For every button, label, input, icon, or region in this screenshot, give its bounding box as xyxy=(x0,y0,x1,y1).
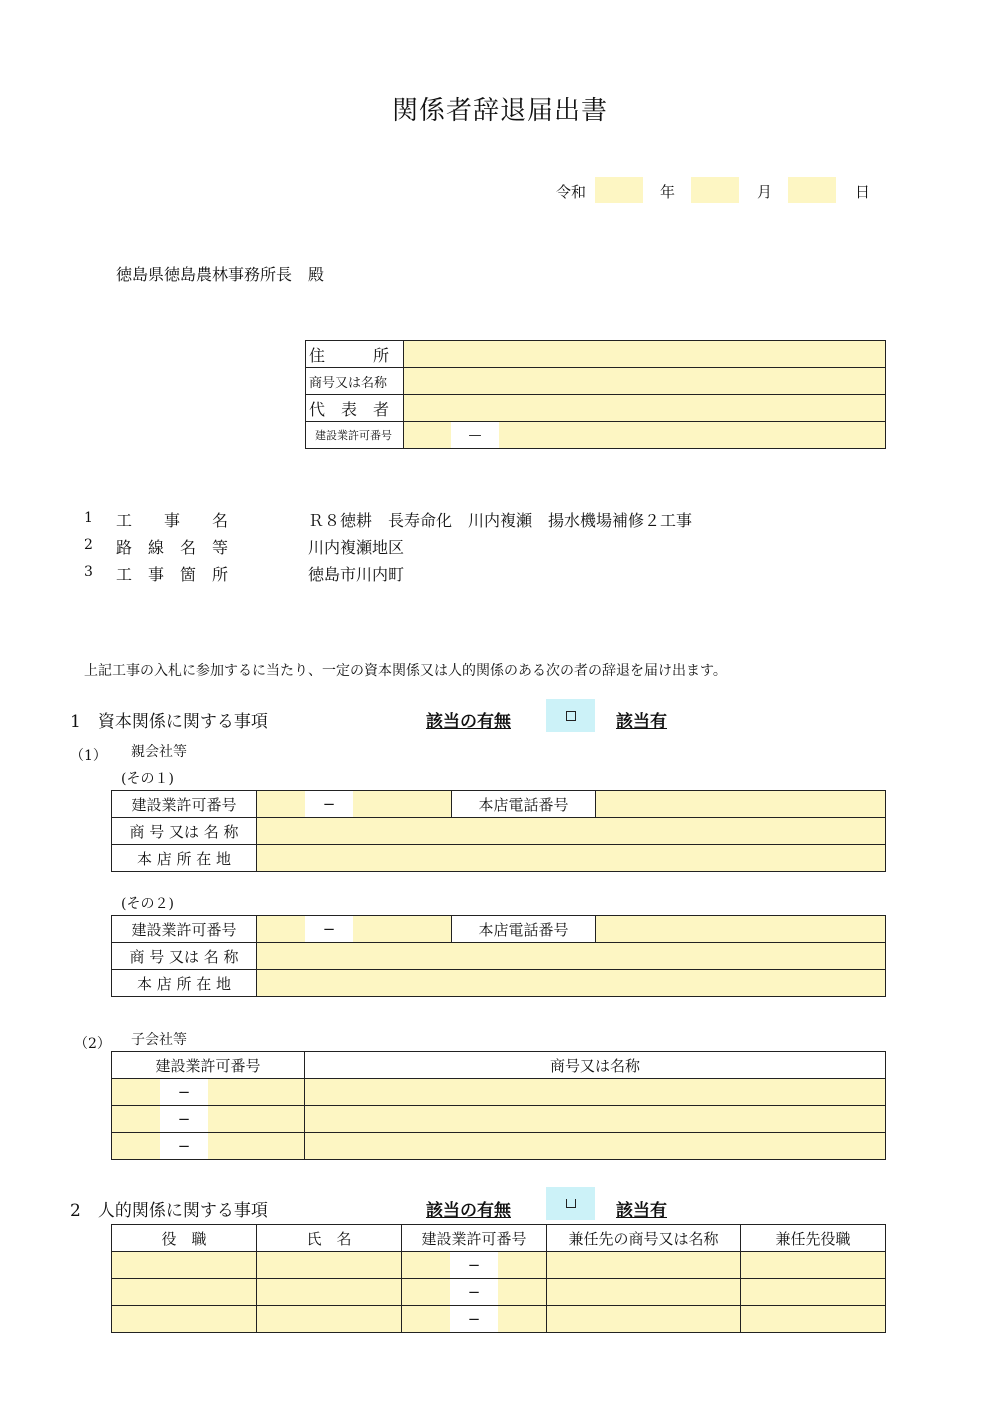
license-field[interactable] xyxy=(257,916,452,943)
license-number-field[interactable] xyxy=(498,1252,546,1278)
date-month-label: 月 xyxy=(757,183,773,201)
company-name-label: 商 号 又は 名 称 xyxy=(112,943,257,970)
phone-label: 本店電話番号 xyxy=(452,916,596,943)
date-year-label: 年 xyxy=(660,183,676,201)
project-num: 3 xyxy=(84,564,93,580)
date-day-field[interactable] xyxy=(788,177,836,203)
child-title: 子会社等 xyxy=(131,1032,187,1048)
page-title: 関係者辞退届出書 xyxy=(391,96,608,126)
date-era: 令和 xyxy=(556,183,587,201)
column-header-position: 役 職 xyxy=(112,1225,257,1252)
license-field[interactable] xyxy=(257,791,452,818)
name-label: 商号又は名称 xyxy=(306,368,404,395)
column-header-license: 建設業許可番号 xyxy=(402,1225,547,1252)
project-value: 徳島市川内町 xyxy=(308,565,405,584)
personnel-table xyxy=(111,1224,886,1333)
license-dash: − xyxy=(305,791,353,817)
project-label: 工 事 箇 所 xyxy=(116,565,229,584)
company-name-field[interactable] xyxy=(305,1133,886,1160)
section2-applicability-value: 該当有 xyxy=(616,1201,667,1221)
license-field[interactable] xyxy=(112,1133,305,1160)
position-field[interactable] xyxy=(112,1306,257,1333)
license-dash: − xyxy=(450,1252,498,1278)
representative-field[interactable] xyxy=(404,395,886,422)
parent-table-1 xyxy=(111,790,886,872)
parent-label: （1） xyxy=(70,748,107,764)
table-row xyxy=(112,1079,886,1106)
license-prefix-field[interactable] xyxy=(112,1133,160,1159)
license-prefix-field[interactable] xyxy=(404,422,451,448)
head-office-address-field[interactable] xyxy=(257,845,886,872)
license-dash: − xyxy=(305,916,353,942)
date-day-label: 日 xyxy=(855,183,871,201)
head-office-address-label: 本 店 所 在 地 xyxy=(112,845,257,872)
section1-heading: 1 資本関係に関する事項 xyxy=(70,712,268,732)
representative-label: 代 表 者 xyxy=(306,395,404,422)
checkbox-icon xyxy=(566,711,576,721)
person-name-field[interactable] xyxy=(257,1252,402,1279)
parent-table-2 xyxy=(111,915,886,997)
table-row xyxy=(112,1306,886,1333)
section2-heading: 2 人的関係に関する事項 xyxy=(70,1201,268,1221)
license-prefix-field[interactable] xyxy=(112,1106,160,1132)
license-prefix-field[interactable] xyxy=(112,1079,160,1105)
project-num: 2 xyxy=(84,537,93,553)
license-number-field[interactable] xyxy=(208,1106,304,1132)
license-field[interactable] xyxy=(112,1079,305,1106)
license-label: 建設業許可番号 xyxy=(306,422,404,449)
phone-field[interactable] xyxy=(596,791,886,818)
child-label: （2） xyxy=(74,1036,111,1052)
applicant-table xyxy=(305,340,886,449)
license-label: 建設業許可番号 xyxy=(112,791,257,818)
company-name-field[interactable] xyxy=(305,1106,886,1133)
table-row xyxy=(112,1252,886,1279)
concurrent-company-field[interactable] xyxy=(547,1252,741,1279)
project-value: 川内複瀬地区 xyxy=(308,538,405,557)
project-label: 路 線 名 等 xyxy=(116,538,229,557)
license-label: 建設業許可番号 xyxy=(112,916,257,943)
license-field[interactable] xyxy=(402,1252,547,1279)
parent-sub-2: (その２) xyxy=(121,896,174,912)
table-row xyxy=(112,1133,886,1160)
phone-label: 本店電話番号 xyxy=(452,791,596,818)
name-field[interactable] xyxy=(404,368,886,395)
head-office-address-field[interactable] xyxy=(257,970,886,997)
license-dash: − xyxy=(160,1079,208,1105)
section2-applicability-label: 該当の有無 xyxy=(426,1201,511,1221)
license-prefix-field[interactable] xyxy=(257,791,305,817)
parent-title: 親会社等 xyxy=(131,744,187,760)
section1-applicability-label: 該当の有無 xyxy=(426,712,511,732)
phone-field[interactable] xyxy=(596,916,886,943)
license-number-field[interactable] xyxy=(499,422,885,448)
column-header-name: 氏 名 xyxy=(257,1225,402,1252)
address-field[interactable] xyxy=(404,341,886,368)
license-field[interactable] xyxy=(404,422,886,449)
license-number-field[interactable] xyxy=(208,1133,304,1159)
statement: 上記工事の入札に参加するに当たり、一定の資本関係又は人的関係のある次の者の辞退を届け出ます。 xyxy=(84,663,727,679)
project-label: 工 事 名 xyxy=(116,511,229,530)
column-header-concurrent-position: 兼任先役職 xyxy=(741,1225,886,1252)
child-table xyxy=(111,1051,886,1160)
license-number-field[interactable] xyxy=(208,1079,304,1105)
license-prefix-field[interactable] xyxy=(402,1306,450,1332)
head-office-address-label: 本 店 所 在 地 xyxy=(112,970,257,997)
section1-applicability-checkbox[interactable] xyxy=(546,699,595,732)
project-value: Ｒ８徳耕 長寿命化 川内複瀬 揚水機場補修２工事 xyxy=(308,511,693,530)
column-header-license: 建設業許可番号 xyxy=(112,1052,305,1079)
license-dash: − xyxy=(450,1279,498,1305)
column-header-name: 商号又は名称 xyxy=(305,1052,886,1079)
addressee: 徳島県徳島農林事務所長 殿 xyxy=(116,265,325,284)
concurrent-position-field[interactable] xyxy=(741,1306,886,1333)
license-field[interactable] xyxy=(402,1306,547,1333)
license-dash: − xyxy=(160,1106,208,1132)
license-dash: — xyxy=(451,422,499,448)
license-dash: − xyxy=(450,1306,498,1332)
section2-applicability-checkbox[interactable] xyxy=(546,1187,595,1220)
date-year-field[interactable] xyxy=(595,177,643,203)
license-number-field[interactable] xyxy=(498,1306,546,1332)
license-prefix-field[interactable] xyxy=(402,1252,450,1278)
license-dash: − xyxy=(160,1133,208,1159)
address-label: 住 所 xyxy=(306,341,404,368)
concurrent-company-field[interactable] xyxy=(547,1279,741,1306)
license-field[interactable] xyxy=(402,1279,547,1306)
concurrent-position-field[interactable] xyxy=(741,1279,886,1306)
license-prefix-field[interactable] xyxy=(257,916,305,942)
table-row xyxy=(112,1106,886,1133)
license-number-field[interactable] xyxy=(353,791,451,817)
license-prefix-field[interactable] xyxy=(402,1279,450,1305)
company-name-label: 商 号 又は 名 称 xyxy=(112,818,257,845)
license-number-field[interactable] xyxy=(353,916,451,942)
table-row xyxy=(112,1279,886,1306)
column-header-concurrent-company: 兼任先の商号又は名称 xyxy=(547,1225,741,1252)
company-name-field[interactable] xyxy=(305,1079,886,1106)
concurrent-position-field[interactable] xyxy=(741,1252,886,1279)
company-name-field[interactable] xyxy=(257,818,886,845)
person-name-field[interactable] xyxy=(257,1306,402,1333)
checkbox-icon xyxy=(566,1199,576,1208)
concurrent-company-field[interactable] xyxy=(547,1306,741,1333)
parent-sub-1: (その１) xyxy=(121,771,174,787)
company-name-field[interactable] xyxy=(257,943,886,970)
date-month-field[interactable] xyxy=(691,177,739,203)
license-field[interactable] xyxy=(112,1106,305,1133)
position-field[interactable] xyxy=(112,1252,257,1279)
project-num: 1 xyxy=(84,510,93,526)
section1-applicability-value: 該当有 xyxy=(616,712,667,732)
license-number-field[interactable] xyxy=(498,1279,546,1305)
position-field[interactable] xyxy=(112,1279,257,1306)
person-name-field[interactable] xyxy=(257,1279,402,1306)
